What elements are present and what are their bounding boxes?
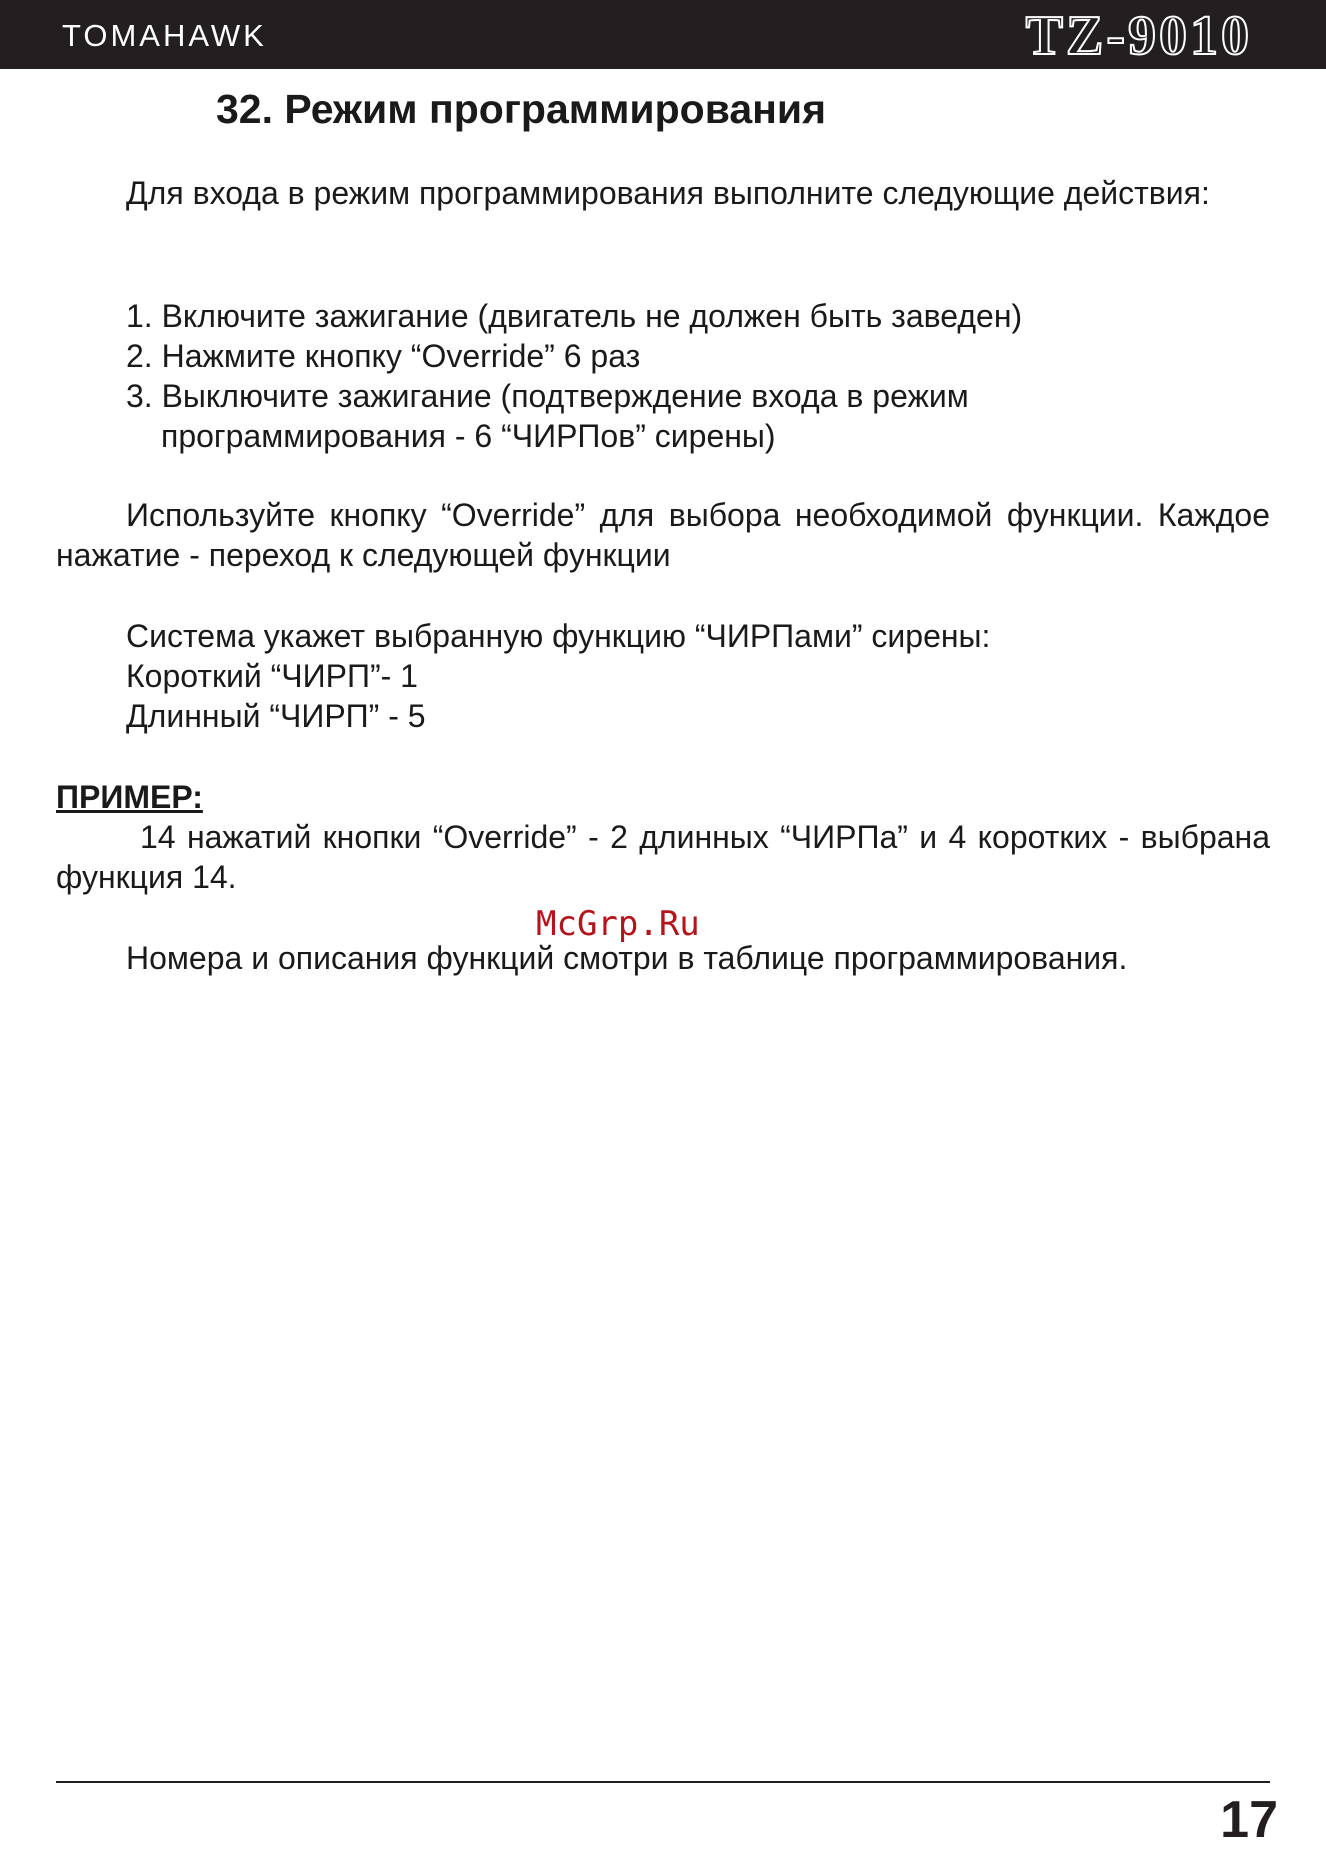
step-number: 2. (126, 338, 153, 374)
example-paragraph: 14 нажатий кнопки “Override” - 2 длинных “ЧИРПа” и 4 коротких - выбрана функция 14. (56, 819, 1270, 895)
step-text: Включите зажигание (двигатель не должен быть заведен) (161, 298, 1023, 334)
step-item (126, 336, 1226, 376)
watermark-text: McGrp.Ru (536, 904, 700, 944)
signals-intro: Система укажет выбранную функцию “ЧИРПами” сирены: (126, 618, 991, 654)
model-name: TZ-9010 (1025, 5, 1252, 67)
example-heading: ПРИМЕР: (56, 779, 203, 815)
header-bar (0, 0, 1326, 69)
step-continuation: программирования - 6 “ЧИРПов” сирены) (161, 418, 776, 454)
section-title: 32. Режим программирования (216, 86, 827, 132)
page-number: 17 (1220, 1791, 1278, 1849)
long-chirp-line: Длинный “ЧИРП” - 5 (126, 698, 426, 734)
intro-paragraph: Для входа в режим программирования выполните следующие действия: (126, 175, 1210, 211)
footer-divider (56, 1781, 1270, 1783)
usage-paragraph: Используйте кнопку “Override” для выбора необходимой функции. Каждое нажатие - переход к следующей функции (56, 497, 1270, 573)
step-item (126, 296, 1226, 336)
step-text: Нажмите кнопку “Override” 6 раз (161, 338, 641, 374)
short-chirp-line: Короткий “ЧИРП”- 1 (126, 658, 418, 694)
step-number: 3. (126, 378, 153, 414)
step-text: Выключите зажигание (подтверждение входа в режим (161, 378, 969, 414)
steps-list (126, 296, 1226, 456)
step-number: 1. (126, 298, 153, 334)
brand-name: TOMAHAWK (62, 18, 267, 53)
step-item (126, 376, 1226, 456)
table-note: Номера и описания функций смотри в таблице программирования. (126, 940, 1128, 976)
